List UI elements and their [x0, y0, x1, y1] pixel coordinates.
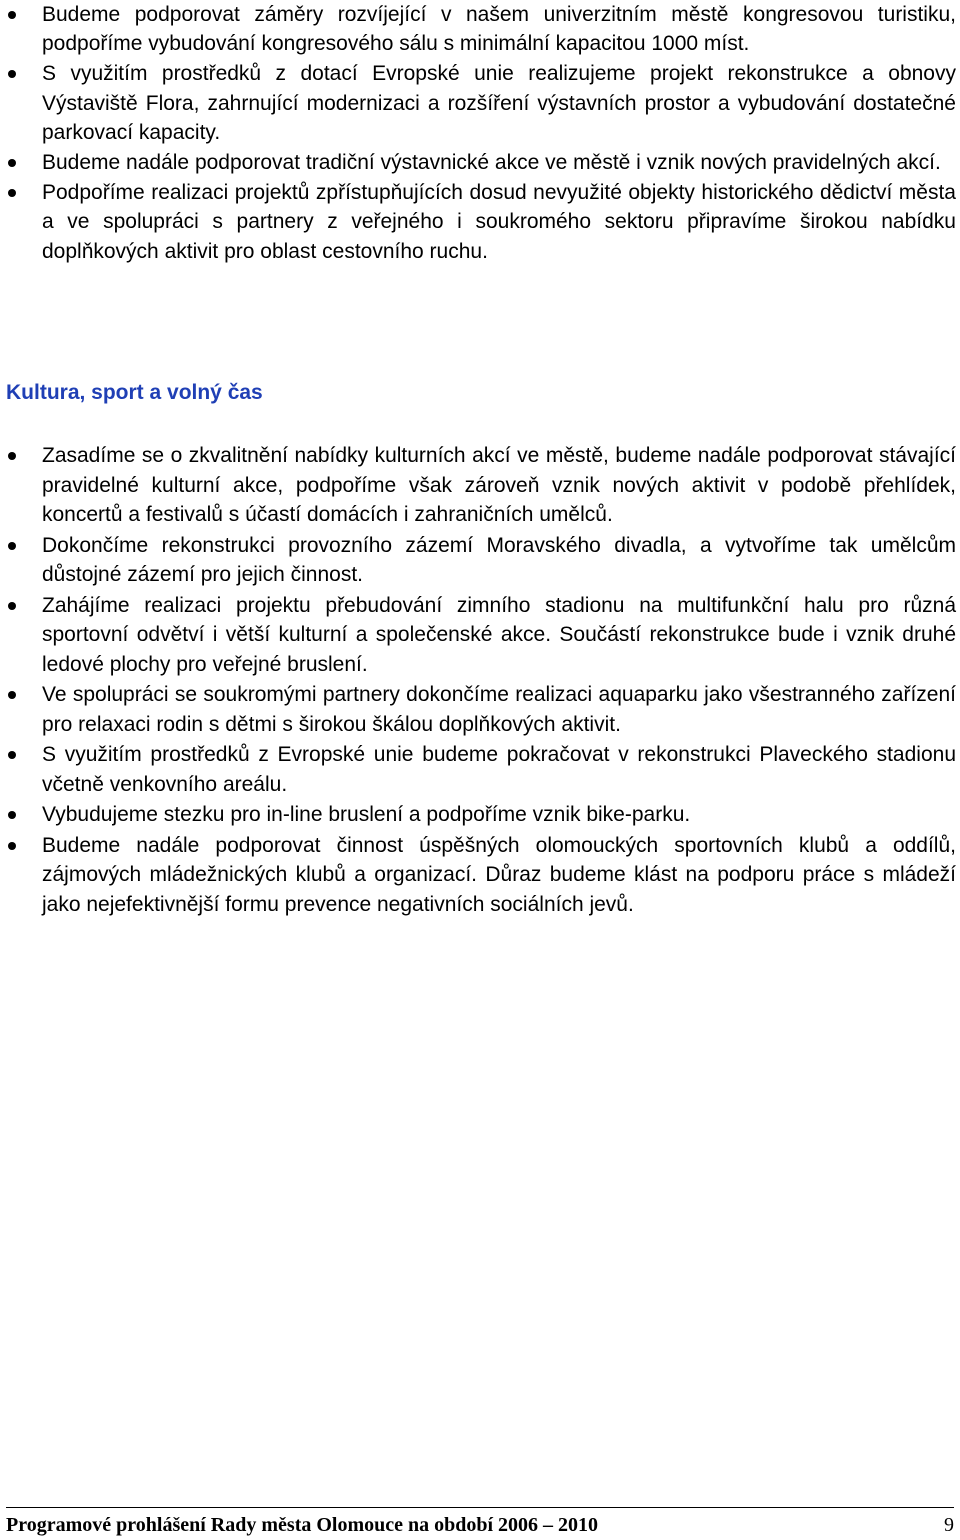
list-item-text: Budeme nadále podporovat tradiční výstavnické akce ve městě i vznik nových pravidelných akcí.	[42, 151, 941, 175]
page-number: 9	[944, 1514, 954, 1536]
bullet-icon	[8, 602, 16, 610]
list-item-text: Podpoříme realizaci projektů zpřístupňujících dosud nevyužité objekty historického dědictví města a ve spolupráci s partnery z veřejného i soukromého sektoru připravíme širokou nabídku doplňkových aktivit pro oblast cestovního ruchu.	[42, 181, 956, 263]
list-item-text: Dokončíme rekonstrukci provozního zázemí Moravského divadla, a vytvoříme tak umělcům důstojné zázemí pro jejich činnost.	[42, 533, 956, 586]
list-item	[0, 441, 960, 530]
list-item	[0, 59, 960, 147]
section-heading: Kultura, sport a volný čas	[6, 381, 263, 404]
list-item	[0, 0, 960, 58]
bullet-icon	[8, 842, 16, 850]
bullet-icon	[8, 811, 16, 819]
list-item-text: Vybudujeme stezku pro in-line bruslení a podpoříme vznik bike-parku.	[42, 803, 691, 826]
bullet-icon	[8, 691, 16, 699]
list-item-text: Zasadíme se o zkvalitnění nabídky kulturních akcí ve městě, budeme nadále podporovat stávající pravidelné kulturní akce, podpoříme však zároveň vznik nových aktivit v podobě přehlídek, koncertů a festivalů s účastí domácích i zahraničních umělců.	[42, 444, 956, 526]
list-item	[0, 531, 960, 590]
bullet-icon	[8, 159, 16, 167]
list-item	[0, 831, 960, 920]
tourism-bullet-list	[0, 0, 960, 267]
list-item	[0, 800, 960, 830]
bullet-icon	[8, 542, 16, 550]
list-item-text: Budeme nadále podporovat činnost úspěšných olomouckých sportovních klubů a oddílů, zájmových mládežnických klubů a organizací. Důraz budeme klást na podporu práce s mládeží jako nejefektivnější formu prevence negativních sociálních jevů.	[42, 833, 956, 916]
list-item-text: Zahájíme realizaci projektu přebudování zimního stadionu na multifunkční halu pro různá sportovní odvětví i větší kulturní a společenské akce. Součástí rekonstrukce bude i vznik druhé ledové plochy pro veřejné bruslení.	[42, 593, 956, 676]
list-item	[0, 740, 960, 799]
bullet-icon	[8, 11, 16, 19]
list-item	[0, 680, 960, 739]
bullet-icon	[8, 70, 16, 78]
list-item	[0, 148, 960, 177]
bullet-icon	[8, 751, 16, 759]
bullet-icon	[8, 189, 16, 197]
culture-bullet-list	[0, 441, 960, 920]
list-item	[0, 178, 960, 266]
list-item-text: Ve spolupráci se soukromými partnery dokončíme realizaci aquaparku jako všestranného zařízení pro relaxaci rodin s dětmi s širokou škálou doplňkových aktivit.	[42, 683, 956, 736]
list-item-text: Budeme podporovat záměry rozvíjející v našem univerzitním městě kongresovou turistiku, podpoříme vybudování kongresového sálu s minimální kapacitou 1000 míst.	[42, 3, 956, 56]
footer-title: Programové prohlášení Rady města Olomouce na období 2006 – 2010	[6, 1514, 599, 1536]
bullet-icon	[8, 452, 16, 460]
list-item	[0, 591, 960, 680]
list-item-text: S využitím prostředků z Evropské unie budeme pokračovat v rekonstrukci Plaveckého stadionu včetně venkovního areálu.	[42, 743, 956, 796]
footer-divider	[6, 1507, 954, 1508]
list-item-text: S využitím prostředků z dotací Evropské unie realizujeme projekt rekonstrukce a obnovy Výstaviště Flora, zahrnující modernizaci a rozšíření výstavních prostor a vybudování dostatečné parkovací kapacity.	[42, 62, 956, 144]
